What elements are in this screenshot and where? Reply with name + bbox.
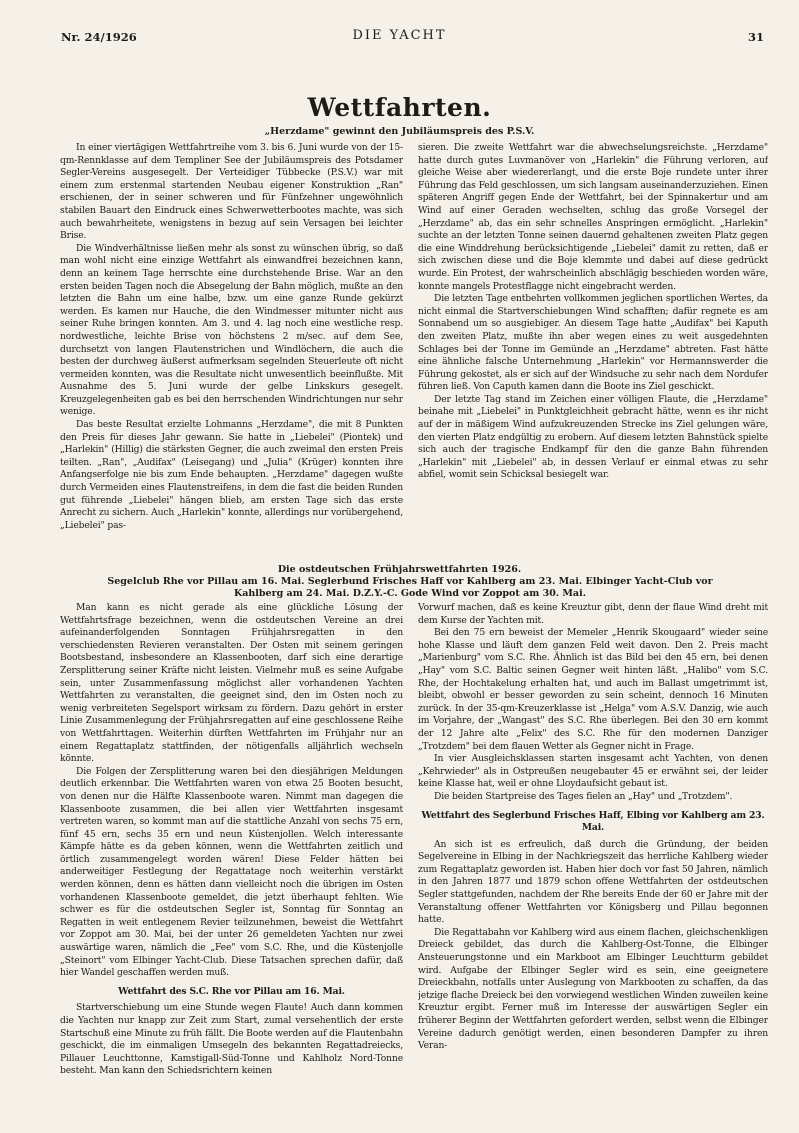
paragraph: Die Windverhältnisse ließen mehr als sonst zu wünschen übrig, so daß man wohl nicht eine einzige Wettfahrt als einwandfrei bezeichnen kann, denn an keinem Tage herrschte eine durchstehende Brise. War an den ersten beiden Tagen noch die Absegelung der Bahn möglich, mußte an den letzten die Bahn um eine halbe, bzw. um eine ganze Runde gekürzt werden. Es kamen nur Hauche, die den Windmesser mitunter nicht aus seiner Ruhe bringen konnten. Am 3. und 4. lag noch eine westliche resp. nordwestliche, leichte Brise von höchstens 2 m/sec. auf dem See, durchsetzt von langen Flautenstrichen und Windlöchern, die auch die besten der durchweg äußerst aufmerksam segelnden Steuerleute oft nicht vermeiden konnten, was die Resultate nicht unwesentlich beeinflußte. Mit Ausnahme des 5. Juni wurde der gelbe Linkskurs gesegelt. Kreuzgelegenheiten gab es bei den herrschenden Windrichtungen nur sehr wenige. [60, 242, 403, 418]
paragraph: In vier Ausgleichsklassen starten insgesamt acht Yachten, von denen „Kehrwieder" als in Ostpreußen neugebauter 45 er erwähnt sei, der leider keine Klasse hat, weil er ohne Lloydaufsicht gebaut ist. [418, 753, 768, 790]
paragraph: Der letzte Tag stand im Zeichen einer völligen Flaute, die „Herzdame" beinahe mit „Liebelei" in Punktgleichheit gebracht hätte, wenn es ihr nicht auf der in mäßigem Wind aufzukreuzenden Strecke ins Ziel gelungen wäre, den vierten Platz endgültig zu erobern. Auf diesem letzten Bahnstück spielte sich auch der tragische Endkampf für den die ganze Bahn führenden „Harlekin" mit „Liebelei" ab, in dessen Verlauf er einmal etwas zu sehr abfiel, womit sein Schicksal besiegelt war. [418, 393, 768, 481]
paragraph: Vorwurf machen, daß es keine Kreuztur gibt, denn der flaue Wind dreht mit dem Kurse der Yachten mit. [418, 602, 768, 626]
paragraph: In einer viertägigen Wettfahrtreihe vom 3. bis 6. Juni wurde von der 15-qm-Rennklasse auf dem Templiner See der Jubiläumspreis des Potsdamer Segler-Vereins ausgesegelt. Der Verteidiger Tübbecke (P.S.V.) war mit einem zum erstenmal startenden Neubau eigener Konstruktion „Ran" erschienen, der in seiner schweren und für Fünfzehner ungewöhnlich stabilen Bauart den Eindruck eines Schwerwetterbootes machte, was sich auch bewahrheitete, wenigstens in bezug auf sein Versagen bei leichter Brise. [60, 142, 403, 242]
article2-right-column [418, 602, 768, 1124]
paragraph: An sich ist es erfreulich, daß durch die Gründung, der beiden Segelvereine in Elbing in der Nachkriegszeit das herrliche Kahlberg wieder zum Regattaplatz geworden ist. Haben hier doch vor fast 50 Jahren, nämlich in den Jahren 1877 und 1879 schon offene Wettfahrten der ostdeutschen Segler stattgefunden, nachdem der Rhe bereits Ende der 60 er Jahre mit der Veranstaltung offener Wettfahrten vor Königsberg und Pillau begonnen hatte. [418, 838, 768, 926]
subsection-heading: Wettfahrt des Seglerbund Frisches Haff, Elbing vor Kahlberg am 23. Mai. [421, 809, 765, 834]
paragraph: Man kann es nicht gerade als eine glückliche Lösung der Wettfahrtsfrage bezeichnen, wenn die ostdeutschen Vereine an drei aufeinanderfolgenden Sonntagen Frühjahrsregatten in den verschiedensten Revieren veranstalten. Der Osten mit seinem geringen Bootsbestand, insbesondere an Klassenbooten, darf sich eine derartige Zersplitterung seiner Kräfte nicht leisten. Vielmehr muß es seine Aufgabe sein, unter Zusammenfassung möglichst aller vorhandenen Yachten Wettfahrten zu veranstalten, die geeignet sind, den im Osten noch zu wenig verbreiteten Segelsport wirksam zu fördern. Dazu gehört in erster Linie Zusammenlegung der Frühjahrsregatten auf eine geschlossene Reihe von Wettfahrttagen. Weiterhin dürften Wettfahrten im Frühjahr nur an einem Regattaplatz stattfinden, der nötigenfalls alljährlich wechseln könnte. [60, 602, 403, 765]
section-heading: Die ostdeutschen Frühjahrswettfahrten 1926. [277, 564, 522, 575]
article1-right-column [418, 142, 768, 562]
article-title: Wettfahrten. [307, 93, 492, 122]
paragraph: Das beste Resultat erzielte Lohmanns „Herzdame", die mit 8 Punkten den Preis für dieses Jahr gewann. Sie hatte in „Liebelei" (Piontek) und „Harlekin" (Hillig) die stärksten Gegner, die auch zweimal den ersten Preis teilten. „Ran", „Audifax" (Leisegang) und „Julia" (Krüger) konnten ihre Anfangserfolge nie bis zum Ende behaupten. „Herzdame" dagegen wußte durch Vermeiden eines Flautenstreifens, in dem die fast die beiden Runden gut führende „Liebelei" hängen blieb, am ersten Tage sich das erste Anrecht zu sichern. Auch „Harlekin" konnte, allerdings nur vorübergehend, „Liebelei" pas- [60, 419, 403, 531]
article2-left-column [60, 602, 403, 1124]
paragraph: Bei den 75 ern beweist der Memeler „Henrik Skougaard" wieder seine hohe Klasse und läuft dem ganzen Feld weit davon. Den 2. Preis macht „Marienburg" vom S.C. Rhe. Ähnlich ist das Bild bei den 45 ern, bei denen „Hay" vom S.C. Baltic seinen Gegner weit hinten läßt. „Halibo" vom S.C. Rhe, der Hochtakelung erhalten hat, und auch im Ballast umgetrimmt ist, bleibt, obwohl er besser geworden zu sein scheint, dennoch 16 Minuten zurück. In der 35-qm-Kreuzerklasse ist „Helga" vom A.S.V. Danzig, wie auch im Vorjahre, der „Wangast" des S.C. Rhe überlegen. Bei den 30 ern kommt der 12 Jahre alte „Felix" des S.C. Rhe für den modernen Danziger „Trotzdem" bei dem flauen Wetter als Gegner nicht in Frage. [418, 627, 768, 752]
issue-number: Nr. 24/1926 [61, 30, 137, 44]
paragraph: sieren. Die zweite Wettfahrt war die abwechselungsreichste. „Herzdame" hatte durch gutes Luvmanöver von „Harlekin" die Führung verloren, auf gleiche Weise aber wiedererlangt, und die erste Boje rundete unter ihrer Führung das Feld geschlossen, um sich langsam auseinanderzuziehen. Einen späteren Angriff gegen Ende der Wettfahrt, bei der Spinnakertur und am Wind auf einer Geraden wechselten, schlug das große Vorsegel der „Herzdame" ab, das ein sehr schnelles Anspringen ermöglicht. „Harlekin" suchte an der letzten Tonne seinen dauernd gehaltenen zweiten Platz gegen die eine Winddrehung berücksichtigende „Liebelei" damit zu retten, daß er sich zwischen diese und die Boje klemmte und dabei auf diese gedrückt wurde. Ein Protest, der wahrscheinlich abschlägig beschieden worden wäre, konnte mangels Protestflagge nicht eingebracht werden. [418, 142, 768, 292]
page-number: 31 [748, 30, 765, 44]
journal-title: DIE YACHT [352, 28, 447, 43]
paragraph: Die beiden Startpreise des Tages fielen an „Hay" und „Trotzdem". [434, 790, 733, 802]
paragraph: Die Folgen der Zersplitterung waren bei den diesjährigen Meldungen deutlich erkennbar. Die Wettfahrten waren von etwa 25 Booten besucht, von denen nur die Hälfte Klassenboote waren. Nimmt man dagegen die Klassenboote zusammen, die bei allen vier Wettfahrten insgesamt vertreten waren, so kommt man auf die stattliche Anzahl von sechs 75 ern, fünf 45 ern, sechs 35 ern und neun Kústenjollen. Welch interessante Kämpfe hätte es da geben können, wenn die Wettfahrten zeitlich und örtlich zusammengelegt worden wären! Diese Felder hätten bei anderweitiger Festlegung der Regattatage noch weiterhin verstärkt werden können, denn es hätten dann vielleicht noch die übrigen im Osten vorhandenen Klassenboote gemeldet, die jetzt überhaupt fehlten. Wie schwer es für die ostdeutschen Segler ist, Sonntag für Sonntag an Regatten in weit entlegenem Revier teilzunehmen, beweist die Wettfahrt vor Zoppot am 30. Mai, bei der unter 26 gemeldeten Yachten nur zwei auswärtige waren, nämlich die „Fee" vom S.C. Rhe, und die Küstenjolle „Steinort" vom Elbinger Yacht-Club. Diese Tatsachen sprechen dafür, daß hier Wandel geschaffen werden muß. [60, 765, 403, 979]
subsection-heading: Wettfahrt des S.C. Rhe vor Pillau am 16. Mai. [118, 985, 345, 997]
paragraph: Startverschiebung um eine Stunde wegen Flaute! Auch dann kommen die Yachten nur knapp zur Zeit zum Start, zumal versehentlich der erste Startschuß eine Minute zu früh fällt. Die Boote werden auf die Flautenbahn geschickt, die im einmaligen Umsegeln des bekannten Regattadreiecks, Pillauer Leuchttonne, Kamstigall-Süd-Tonne und Kahlholz Nord-Tonne besteht. Man kann den Schiedsrichtern keinen [60, 1002, 403, 1077]
events-line-2: Kahlberg am 24. Mai. D.Z.Y.-C. Gode Wind vor Zoppot am 30. Mai. [233, 588, 587, 599]
paragraph: Die letzten Tage entbehrten vollkommen jeglichen sportlichen Wertes, da nicht einmal die Startverschiebungen Wind schafften; dafür regnete es am Sonnabend um so ausgiebiger. An diesem Tage hatte „Audifax" bei Kaputh den zweiten Platz, mußte ihn aber wegen eines zu weit ausgedehnten Schlages bei der Tonne im Gemünde an „Herzdame" abtreten. Fast hätte eine ähnliche falsche Unternehmung „Harlekin" vor Hermannswerder die Führung gekostet, als er sich auf der Windsuche zu sehr nach dem Nordufer führen ließ. Von Caputh kamen dann die Boote ins Ziel geschickt. [418, 293, 768, 393]
article1-left-column [60, 142, 403, 562]
events-line-1: Segelclub Rhe vor Pillau am 16. Mai. Seglerbund Frisches Haff vor Kahlberg am 23. Mai. Elbinger Yacht-Club vor [107, 576, 713, 587]
article-subtitle: „Herzdame" gewinnt den Jubiläumspreis des P.S.V. [264, 126, 535, 137]
paragraph: Die Regattabahn vor Kahlberg wird aus einem flachen, gleichschenkligen Dreieck gebildet, das durch die Kahlberg-Ost-Tonne, die Elbinger Ansteuerungstonne und ein Markboot am Elbinger Leuchtturm gebildet wird. Aufgabe der Elbinger Segler wird es sein, eine geeignetere Dreieckbahn, notfalls unter Auslegung von Markbooten zu schaffen, da das jetzige flache Dreieck bei den vorwiegend westlichen Winden zuweilen keine Kreuztur ergibt. Ferner muß im Interesse der auswärtigen Segler ein früherer Beginn der Wettfahrten gefordert werden, selbst wenn die Elbinger Vereine dadurch genötigt werden, einen besonderen Dampfer zu ihren Veran- [418, 926, 768, 1052]
